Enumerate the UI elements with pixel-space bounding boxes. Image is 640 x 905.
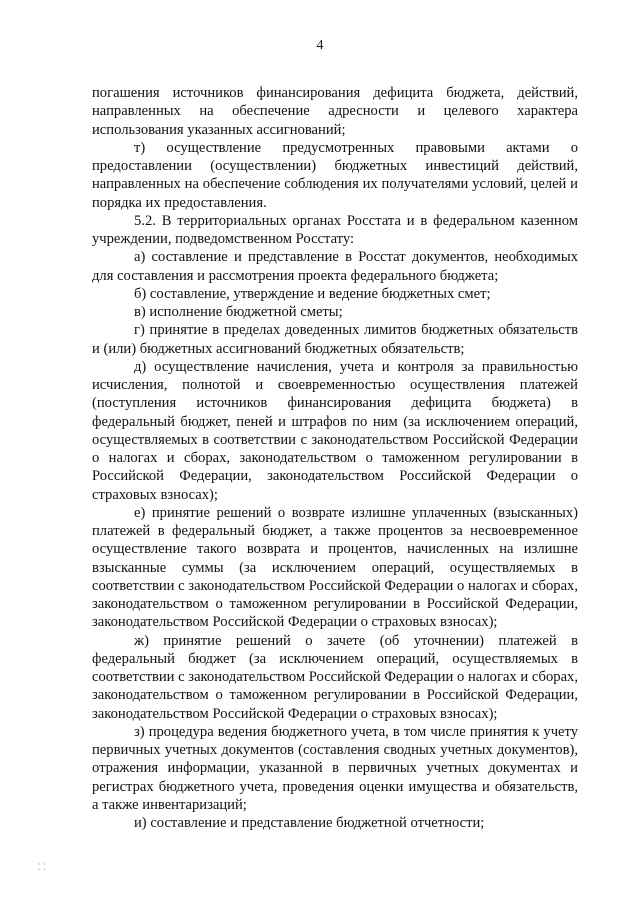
paragraph-item-z: з) процедура ведения бюджетного учета, в том числе принятия к учету первичных учетных документов (составления сводных учетных документов), отражения информации, указанной в первичных учетных документах и регистрах бюджетного учета, проведения оценки имущества и обязательств, а также инвентаризаций;	[92, 723, 578, 813]
paragraph-item-t: т) осуществление предусмотренных правовыми актами о предоставлении (осуществлении) бюджетных инвестиций действий, направленных на обеспечение соблюдения их получателями условий, целей и порядка их предоставления.	[92, 139, 578, 211]
paragraph-item-e: е) принятие решений о возврате излишне уплаченных (взысканных) платежей в федеральный бюджет, а также процентов за несвоевременное осуществление такого возврата и процентов, начисленных на излишне взысканные суммы (за исключением операций, осуществляемых в соответствии с законодательством Российской Федерации о налогах и сборах, законодательством о таможенном регулировании в Российской Федерации, законодательством Российской Федерации о страховых взносах);	[92, 504, 578, 631]
paragraph-item-a: а) составление и представление в Росстат документов, необходимых для составления и рассмотрения проекта федерального бюджета;	[92, 249, 578, 284]
paragraph-item-b: б) составление, утверждение и ведение бюджетных смет;	[134, 285, 491, 302]
paragraph-item-g: г) принятие в пределах доведенных лимитов бюджетных обязательств и (или) бюджетных ассигнований бюджетных обязательств;	[92, 322, 578, 357]
paragraph-item-i: и) составление и представление бюджетной отчетности;	[134, 815, 485, 831]
paragraph-continuation: погашения источников финансирования дефицита бюджета, действий, направленных на обеспечение адресности и целевого характера использования указанных ассигнований;	[92, 85, 578, 138]
paragraph-item-d: д) осуществление начисления, учета и контроля за правильностью исчисления, полнотой и своевременностью осуществления платежей (поступления источников финансирования дефицита бюджета) в федеральный бюджет, пеней и штрафов по ним (за исключением операций, осуществляемых в соответствии с законодательством Российской Федерации о налогах и сборах, законодательством о таможенном регулировании в Российской Федерации, законодательством Российской Федерации о страховых взносах);	[92, 358, 578, 503]
paragraph-item-zh: ж) принятие решений о зачете (об уточнении) платежей в федеральный бюджет (за исключением операций, осуществляемых в соответствии с законодательством Российской Федерации о налогах и сборах, законодательством о таможенном регулировании в Российской Федерации, законодательством Российской Федерации о страховых взносах);	[92, 632, 578, 722]
scan-artifact-mark: ⸬	[38, 863, 46, 873]
document-body	[92, 84, 578, 832]
paragraph-item-v: в) исполнение бюджетной сметы;	[134, 304, 343, 320]
paragraph-section-5-2: 5.2. В территориальных органах Росстата и в федеральном казенном учреждении, подведомственном Росстату:	[92, 212, 578, 247]
page-number: 4	[316, 38, 324, 53]
